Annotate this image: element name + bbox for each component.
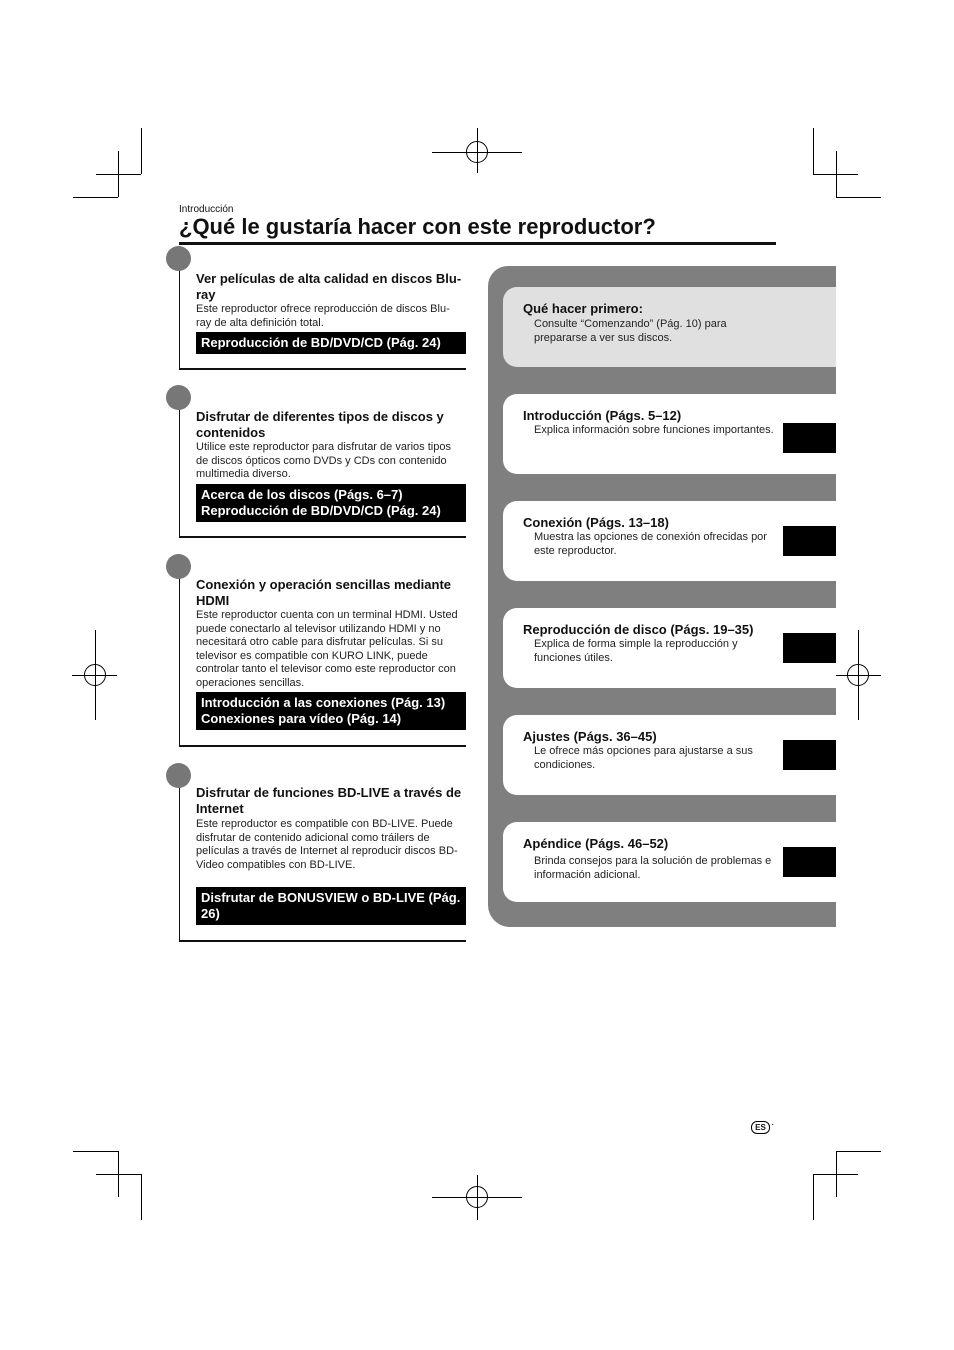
feature-description: Este reproductor cuenta con un terminal HDMI. Usted puede conectarlo al televisor utilizando HDMI y no necesitará otro cable para disfrutar películas. Si su televisor es compatible con KURO LINK, puede controlar tanto el televisor como este reproductor con operaciones sencillas. xyxy=(196,609,458,689)
guide-card-title: Ajustes (Págs. 36–45) xyxy=(523,729,657,744)
guide-card-description: Le ofrece más opciones para ajustarse a sus condiciones. xyxy=(534,745,753,771)
section-index-tab[interactable] xyxy=(783,633,836,663)
feature-description: Este reproductor ofrece reproducción de discos Blu-ray de alta definición total. xyxy=(196,303,450,329)
bullet-dot xyxy=(166,554,191,579)
section-label: Introducción xyxy=(179,204,234,215)
bullet-dot xyxy=(166,763,191,788)
guide-card-description: Brinda consejos para la solución de problemas e información adicional. xyxy=(534,855,772,881)
feature-block-2 xyxy=(179,397,466,538)
guide-card-introduccion[interactable] xyxy=(503,394,836,474)
link-label[interactable]: Introducción a las conexiones (Pág. 13) xyxy=(201,695,446,710)
link-label[interactable]: Disfrutar de BONUSVIEW o BD-LIVE (Pág. 26) xyxy=(201,890,461,921)
guide-card-reproduccion[interactable] xyxy=(503,608,836,688)
feature-heading: Conexión y operación sencillas mediante HDMI xyxy=(196,577,452,608)
link-label[interactable]: Acerca de los discos (Págs. 6–7) xyxy=(201,487,403,502)
feature-heading: Disfrutar de funciones BD-LIVE a través de Internet xyxy=(196,785,462,816)
guide-card-title: Apéndice (Págs. 46–52) xyxy=(523,836,669,851)
section-index-tab[interactable] xyxy=(783,740,836,770)
guide-card-description: Explica información sobre funciones importantes. xyxy=(534,424,774,436)
feature-heading: Disfrutar de diferentes tipos de discos y contenidos xyxy=(196,409,444,440)
feature-block-1 xyxy=(179,258,466,370)
link-label[interactable]: Reproducción de BD/DVD/CD (Pág. 24) xyxy=(201,335,441,350)
bullet-dot xyxy=(166,246,191,271)
feature-block-3 xyxy=(179,566,466,747)
language-badge: ES xyxy=(751,1121,770,1134)
link-label[interactable]: Reproducción de BD/DVD/CD (Pág. 24) xyxy=(201,503,441,518)
feature-link[interactable] xyxy=(196,332,466,354)
section-index-tab[interactable] xyxy=(783,423,836,453)
guide-card-apendice[interactable] xyxy=(503,822,836,902)
page-number-suffix: · xyxy=(771,1119,775,1130)
guide-card-title: Conexión (Págs. 13–18) xyxy=(523,515,669,530)
title-rule xyxy=(179,242,776,245)
guide-card-conexion[interactable] xyxy=(503,501,836,581)
bullet-dot xyxy=(166,385,191,410)
feature-description: Utilice este reproductor para disfrutar de varios tipos de discos ópticos como DVDs y CDs con contenido multimedia diverso. xyxy=(196,441,451,480)
section-index-tab[interactable] xyxy=(783,847,836,877)
guide-card-description: Consulte “Comenzando” (Pág. 10) para prepararse a ver sus discos. xyxy=(534,318,727,344)
feature-link[interactable] xyxy=(196,887,466,925)
guide-card-description: Explica de forma simple la reproducción y funciones útiles. xyxy=(534,638,738,664)
feature-heading: Ver películas de alta calidad en discos Blu-ray xyxy=(196,271,462,302)
page-title: ¿Qué le gustaría hacer con este reproductor? xyxy=(179,214,656,239)
guide-card-title: Reproducción de disco (Págs. 19–35) xyxy=(523,622,754,637)
link-label[interactable]: Conexiones para vídeo (Pág. 14) xyxy=(201,711,402,726)
section-index-tab[interactable] xyxy=(783,526,836,556)
guide-card-description: Muestra las opciones de conexión ofrecidas por este reproductor. xyxy=(534,531,767,557)
feature-block-4 xyxy=(179,775,466,942)
guide-card-first xyxy=(503,287,836,367)
guide-card-title: Qué hacer primero: xyxy=(523,301,643,316)
feature-description: Este reproductor es compatible con BD-LIVE. Puede disfrutar de contenido adicional como tráilers de películas a través de Internet al reproducir discos BD-Video compatibles con BD-LIVE. xyxy=(196,818,458,871)
feature-link[interactable] xyxy=(196,692,466,730)
guide-card-title: Introducción (Págs. 5–12) xyxy=(523,408,682,423)
feature-link[interactable] xyxy=(196,484,466,522)
guide-card-ajustes[interactable] xyxy=(503,715,836,795)
